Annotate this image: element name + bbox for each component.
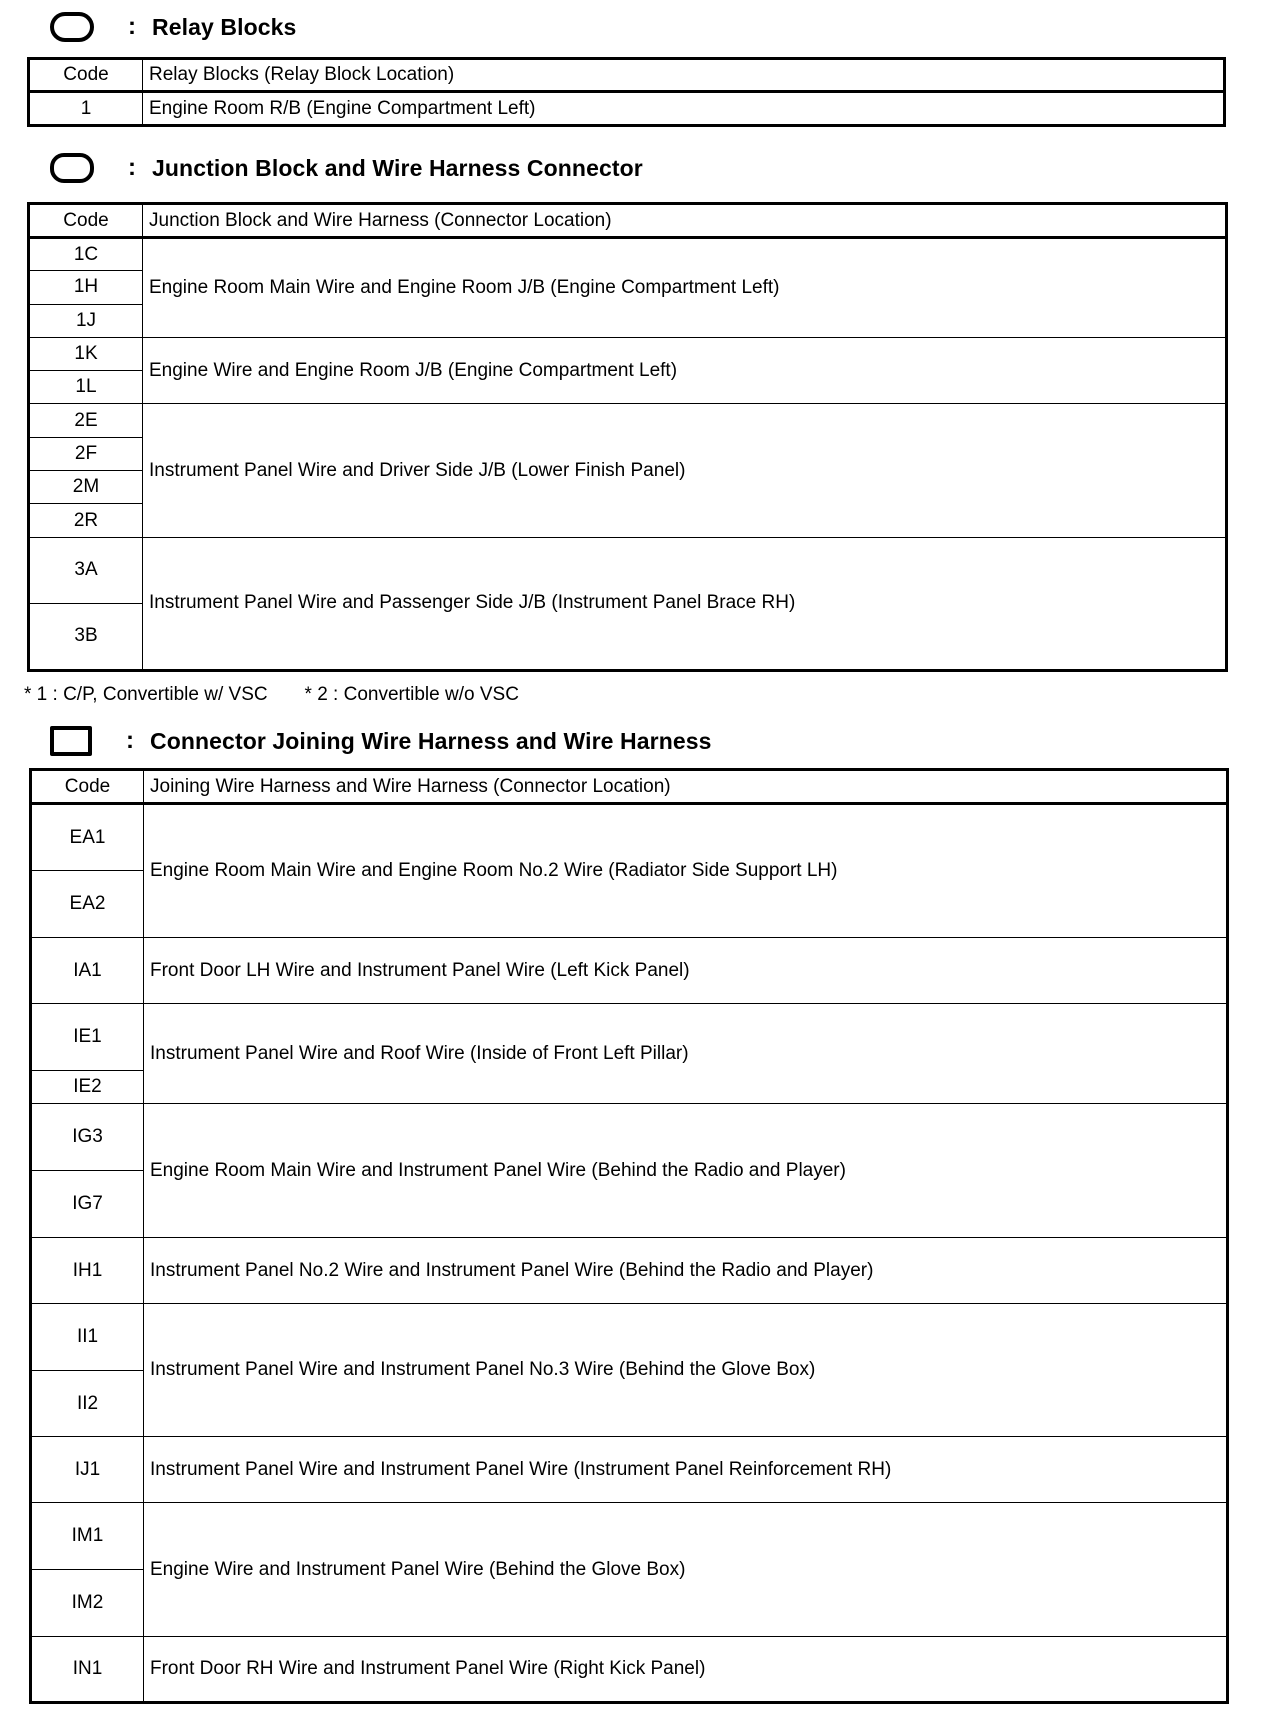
code-cell: IG7 — [31, 1171, 144, 1238]
relay-blocks-heading — [50, 10, 296, 44]
code-cell: IE2 — [31, 1071, 144, 1104]
table-row — [29, 238, 1227, 271]
code-cell: 2M — [29, 471, 143, 504]
code-cell: 1H — [29, 271, 143, 304]
table-row — [31, 1437, 1228, 1503]
code-cell: 1L — [29, 371, 143, 404]
location-description-cell: Instrument Panel Wire and Driver Side J/B (Lower Finish Panel) — [143, 404, 1227, 537]
header-description: Joining Wire Harness and Wire Harness (Connector Location) — [144, 770, 1228, 804]
code-cell: 3A — [29, 537, 143, 604]
location-description-cell: Engine Room Main Wire and Engine Room J/B (Engine Compartment Left) — [143, 238, 1227, 338]
code-cell: IG3 — [31, 1104, 144, 1171]
connector-table — [29, 768, 1229, 1704]
code-cell: II2 — [31, 1371, 144, 1437]
location-description-cell: Engine Wire and Instrument Panel Wire (Behind the Glove Box) — [144, 1503, 1228, 1637]
code-cell: 2F — [29, 437, 143, 470]
table-row — [31, 804, 1228, 871]
junction-block-table — [27, 202, 1228, 672]
footnote: * 1 : C/P, Convertible w/ VSC * 2 : Convertible w/o VSC — [24, 684, 519, 705]
table-row — [31, 1637, 1228, 1703]
table-row — [31, 938, 1228, 1004]
section-title: Junction Block and Wire Harness Connector — [152, 154, 643, 181]
heading-colon: : — [126, 727, 134, 754]
header-code: Code — [29, 204, 143, 238]
table-row — [29, 92, 1225, 126]
code-cell: IN1 — [31, 1637, 144, 1703]
location-description-cell: Engine Room Main Wire and Instrument Panel Wire (Behind the Radio and Player) — [144, 1104, 1228, 1238]
table-row — [31, 1304, 1228, 1371]
location-description-cell: Instrument Panel Wire and Instrument Panel No.3 Wire (Behind the Glove Box) — [144, 1304, 1228, 1437]
code-cell: IM1 — [31, 1503, 144, 1570]
connector-symbol-icon — [50, 726, 92, 756]
section-title: Relay Blocks — [152, 13, 297, 40]
location-description-cell: Engine Room Main Wire and Engine Room No.2 Wire (Radiator Side Support LH) — [144, 804, 1228, 938]
code-cell: 1 — [29, 92, 143, 126]
location-description-cell: Front Door RH Wire and Instrument Panel Wire (Right Kick Panel) — [144, 1637, 1228, 1703]
relay-blocks-table — [27, 57, 1226, 127]
location-description-cell: Instrument Panel Wire and Roof Wire (Inside of Front Left Pillar) — [144, 1004, 1228, 1104]
location-description-cell: Engine Room R/B (Engine Compartment Left) — [143, 92, 1225, 126]
header-description: Relay Blocks (Relay Block Location) — [143, 59, 1225, 92]
junction-block-heading — [50, 151, 643, 185]
table-header-row — [29, 59, 1225, 92]
relay-block-symbol-icon — [50, 12, 94, 42]
code-cell: IJ1 — [31, 1437, 144, 1503]
heading-colon: : — [128, 154, 136, 181]
location-description-cell: Instrument Panel Wire and Passenger Side J/B (Instrument Panel Brace RH) — [143, 537, 1227, 670]
table-row — [31, 1104, 1228, 1171]
table-row — [29, 337, 1227, 370]
code-cell: 1J — [29, 304, 143, 337]
table-row — [31, 1238, 1228, 1304]
location-description-cell: Engine Wire and Engine Room J/B (Engine Compartment Left) — [143, 337, 1227, 404]
code-cell: IA1 — [31, 938, 144, 1004]
code-cell: 2E — [29, 404, 143, 437]
code-cell: 3B — [29, 604, 143, 671]
table-header-row — [31, 770, 1228, 804]
connector-heading — [50, 724, 712, 758]
junction-block-symbol-icon — [50, 153, 94, 183]
heading-colon: : — [128, 13, 136, 40]
code-cell: EA2 — [31, 871, 144, 938]
header-code: Code — [29, 59, 143, 92]
table-header-row — [29, 204, 1227, 238]
header-description: Junction Block and Wire Harness (Connector Location) — [143, 204, 1227, 238]
code-cell: IE1 — [31, 1004, 144, 1071]
code-cell: IM2 — [31, 1570, 144, 1637]
location-description-cell: Front Door LH Wire and Instrument Panel Wire (Left Kick Panel) — [144, 938, 1228, 1004]
table-row — [29, 404, 1227, 437]
location-description-cell: Instrument Panel Wire and Instrument Panel Wire (Instrument Panel Reinforcement RH) — [144, 1437, 1228, 1503]
table-row — [31, 1004, 1228, 1071]
code-cell: 2R — [29, 504, 143, 537]
table-row — [29, 537, 1227, 604]
table-row — [31, 1503, 1228, 1570]
code-cell: EA1 — [31, 804, 144, 871]
code-cell: IH1 — [31, 1238, 144, 1304]
code-cell: II1 — [31, 1304, 144, 1371]
code-cell: 1C — [29, 238, 143, 271]
section-title: Connector Joining Wire Harness and Wire Harness — [150, 727, 712, 754]
code-cell: 1K — [29, 337, 143, 370]
header-code: Code — [31, 770, 144, 804]
location-description-cell: Instrument Panel No.2 Wire and Instrument Panel Wire (Behind the Radio and Player) — [144, 1238, 1228, 1304]
